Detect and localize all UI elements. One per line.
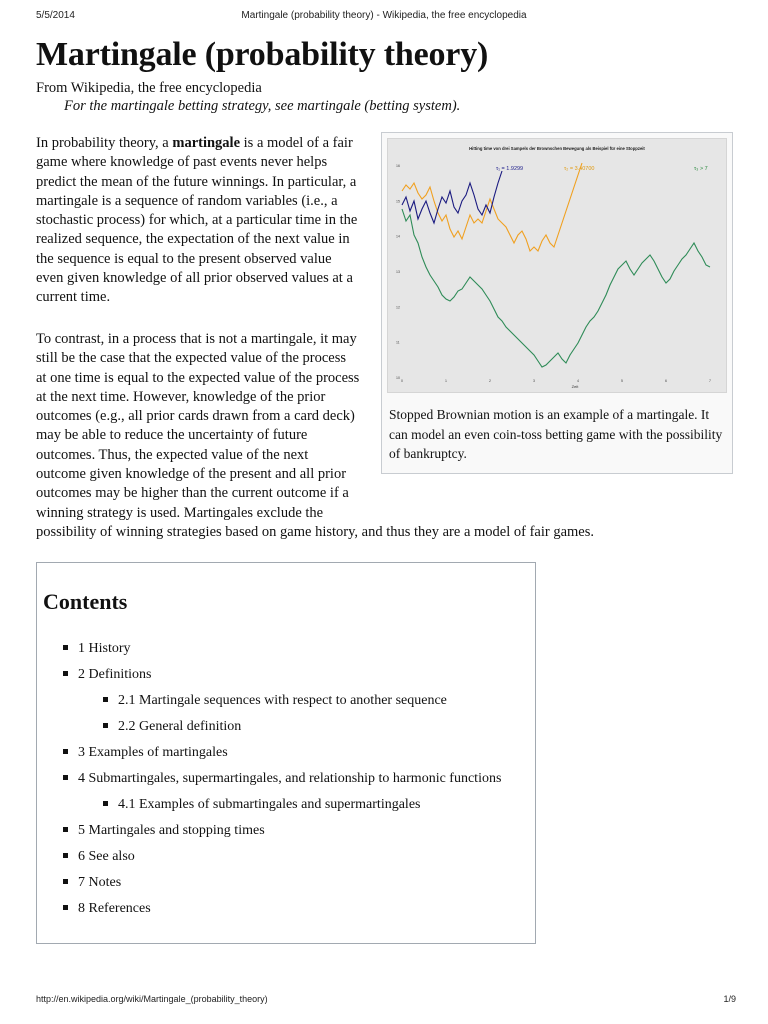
label-green: τ₃ > 7 — [694, 166, 708, 172]
x-tick-label: 5 — [621, 379, 623, 383]
bullet-icon — [63, 905, 68, 910]
x-axis-label: Zeit — [571, 384, 579, 389]
chart-title: Hitting time von drei Sampels der Brownschen Bewegung als Beispiel für eine Stoppzeit — [469, 146, 645, 151]
x-tick-label: 4 — [577, 379, 579, 383]
x-tick-label: 1 — [445, 379, 447, 383]
y-tick-label: 12 — [396, 305, 400, 310]
x-tick-label: 3 — [533, 379, 535, 383]
bullet-icon — [63, 853, 68, 858]
toc-item-stopping-times[interactable] — [63, 823, 265, 839]
toc-item-definitions[interactable] — [63, 667, 152, 683]
y-tick-label: 13 — [396, 270, 400, 274]
y-tick-label: 16 — [396, 164, 400, 168]
bullet-icon — [103, 723, 108, 728]
x-tick-label: 2 — [489, 379, 491, 383]
toc-item-label: 7 Notes — [78, 875, 122, 890]
toc-item-label: 2.2 General definition — [118, 719, 242, 734]
figure-thumbnail — [381, 132, 733, 474]
bullet-icon — [63, 775, 68, 780]
toc-item-submartingales[interactable] — [63, 771, 501, 787]
toc-item-label: 2.1 Martingale sequences with respect to another sequence — [118, 693, 447, 708]
toc-item-label: 8 References — [78, 901, 151, 916]
label-blue: τ₁ = 1.9299 — [496, 166, 524, 172]
x-tick-label: 6 — [665, 379, 667, 383]
print-date: 5/5/2014 — [36, 10, 75, 21]
bullet-icon — [103, 697, 108, 702]
bullet-icon — [63, 671, 68, 676]
toc-item-label: 3 Examples of martingales — [78, 745, 228, 760]
site-subtitle: From Wikipedia, the free encyclopedia — [36, 80, 262, 96]
brownian-motion-image[interactable] — [387, 138, 727, 393]
x-tick-label: 7 — [709, 379, 711, 383]
toc-title: Contents — [43, 589, 128, 614]
hatnote[interactable]: For the martingale betting strategy, see martingale (betting system). — [64, 98, 461, 114]
bullet-icon — [63, 879, 68, 884]
y-tick-label: 14 — [396, 234, 400, 239]
toc-item-see-also[interactable] — [63, 849, 135, 865]
toc-item-references[interactable] — [63, 901, 151, 917]
page-number: 1/9 — [723, 994, 736, 1004]
toc-item-notes[interactable] — [63, 875, 121, 891]
toc-item-label: 4.1 Examples of submartingales and supermartingales — [118, 797, 421, 812]
page-url: http://en.wikipedia.org/wiki/Martingale_(probability_theory) — [36, 994, 268, 1004]
y-tick-labels — [396, 164, 400, 380]
figure-caption: Stopped Brownian motion is an example of a martingale. It can model an even coin-toss betting game with the possibility of bankruptcy. — [389, 407, 723, 461]
toc-item-label: 5 Martingales and stopping times — [78, 823, 265, 838]
y-tick-label: 10 — [396, 376, 400, 380]
bullet-icon — [103, 801, 108, 806]
toc-item-general-definition[interactable] — [103, 719, 241, 735]
x-tick-labels — [401, 379, 711, 383]
intro-text-rest: is a model of a fair game where knowledge of past events never helps predict the mean of the future winnings. In particular, a martingale is a sequence of random variables (i.e., a stochastic process) for which, at a particular time in the realized sequence, the expectation of the next value in the sequence is equal to the present observed value even given knowledge of all prior observed values at a current time. — [36, 135, 358, 306]
y-tick-label: 15 — [396, 199, 400, 204]
toc-item-label: 1 History — [78, 641, 131, 656]
table-of-contents — [36, 562, 536, 944]
page-title: Martingale (probability theory) — [36, 36, 489, 73]
toc-item-history[interactable] — [63, 641, 131, 657]
bullet-icon — [63, 645, 68, 650]
toc-item-martingale-sequences[interactable] — [103, 693, 447, 709]
x-tick-label: 0 — [401, 379, 403, 383]
label-orange: τ₂ = 3.40700 — [564, 166, 595, 172]
blue-path — [402, 171, 502, 223]
intro-text-start: In probability theory, a — [36, 135, 173, 151]
toc-item-label: 6 See also — [78, 849, 135, 864]
bullet-icon — [63, 827, 68, 832]
bullet-icon — [63, 749, 68, 754]
print-title: Martingale (probability theory) - Wikipedia, the free encyclopedia — [241, 10, 527, 21]
toc-item-label: 2 Definitions — [78, 667, 152, 682]
toc-item-examples[interactable] — [63, 745, 228, 761]
term-martingale: martingale — [172, 135, 241, 151]
intro-paragraph — [36, 134, 358, 308]
toc-item-label: 4 Submartingales, supermartingales, and relationship to harmonic functions — [78, 771, 502, 786]
contrast-text: To contrast, in a process that is not a martingale, it may still be the case that the expected value of the process at one time is equal to the expected value of the process at the next time. However, knowledge of the prior outcomes (e.g., all prior cards drawn from a card deck) may be able to reduce the uncertainty of future outcomes. Thus, the expected value of the next outcome given knowledge of the present and all prior outcomes may be higher than the current outcome if a winning strategy is used. Martingales exclude the possibility of winning strategies based on game history, and thus they are a model of fair games. — [36, 331, 594, 540]
toc-item-examples-sub[interactable] — [103, 797, 420, 813]
green-path — [402, 209, 710, 367]
y-tick-label: 11 — [396, 340, 400, 345]
